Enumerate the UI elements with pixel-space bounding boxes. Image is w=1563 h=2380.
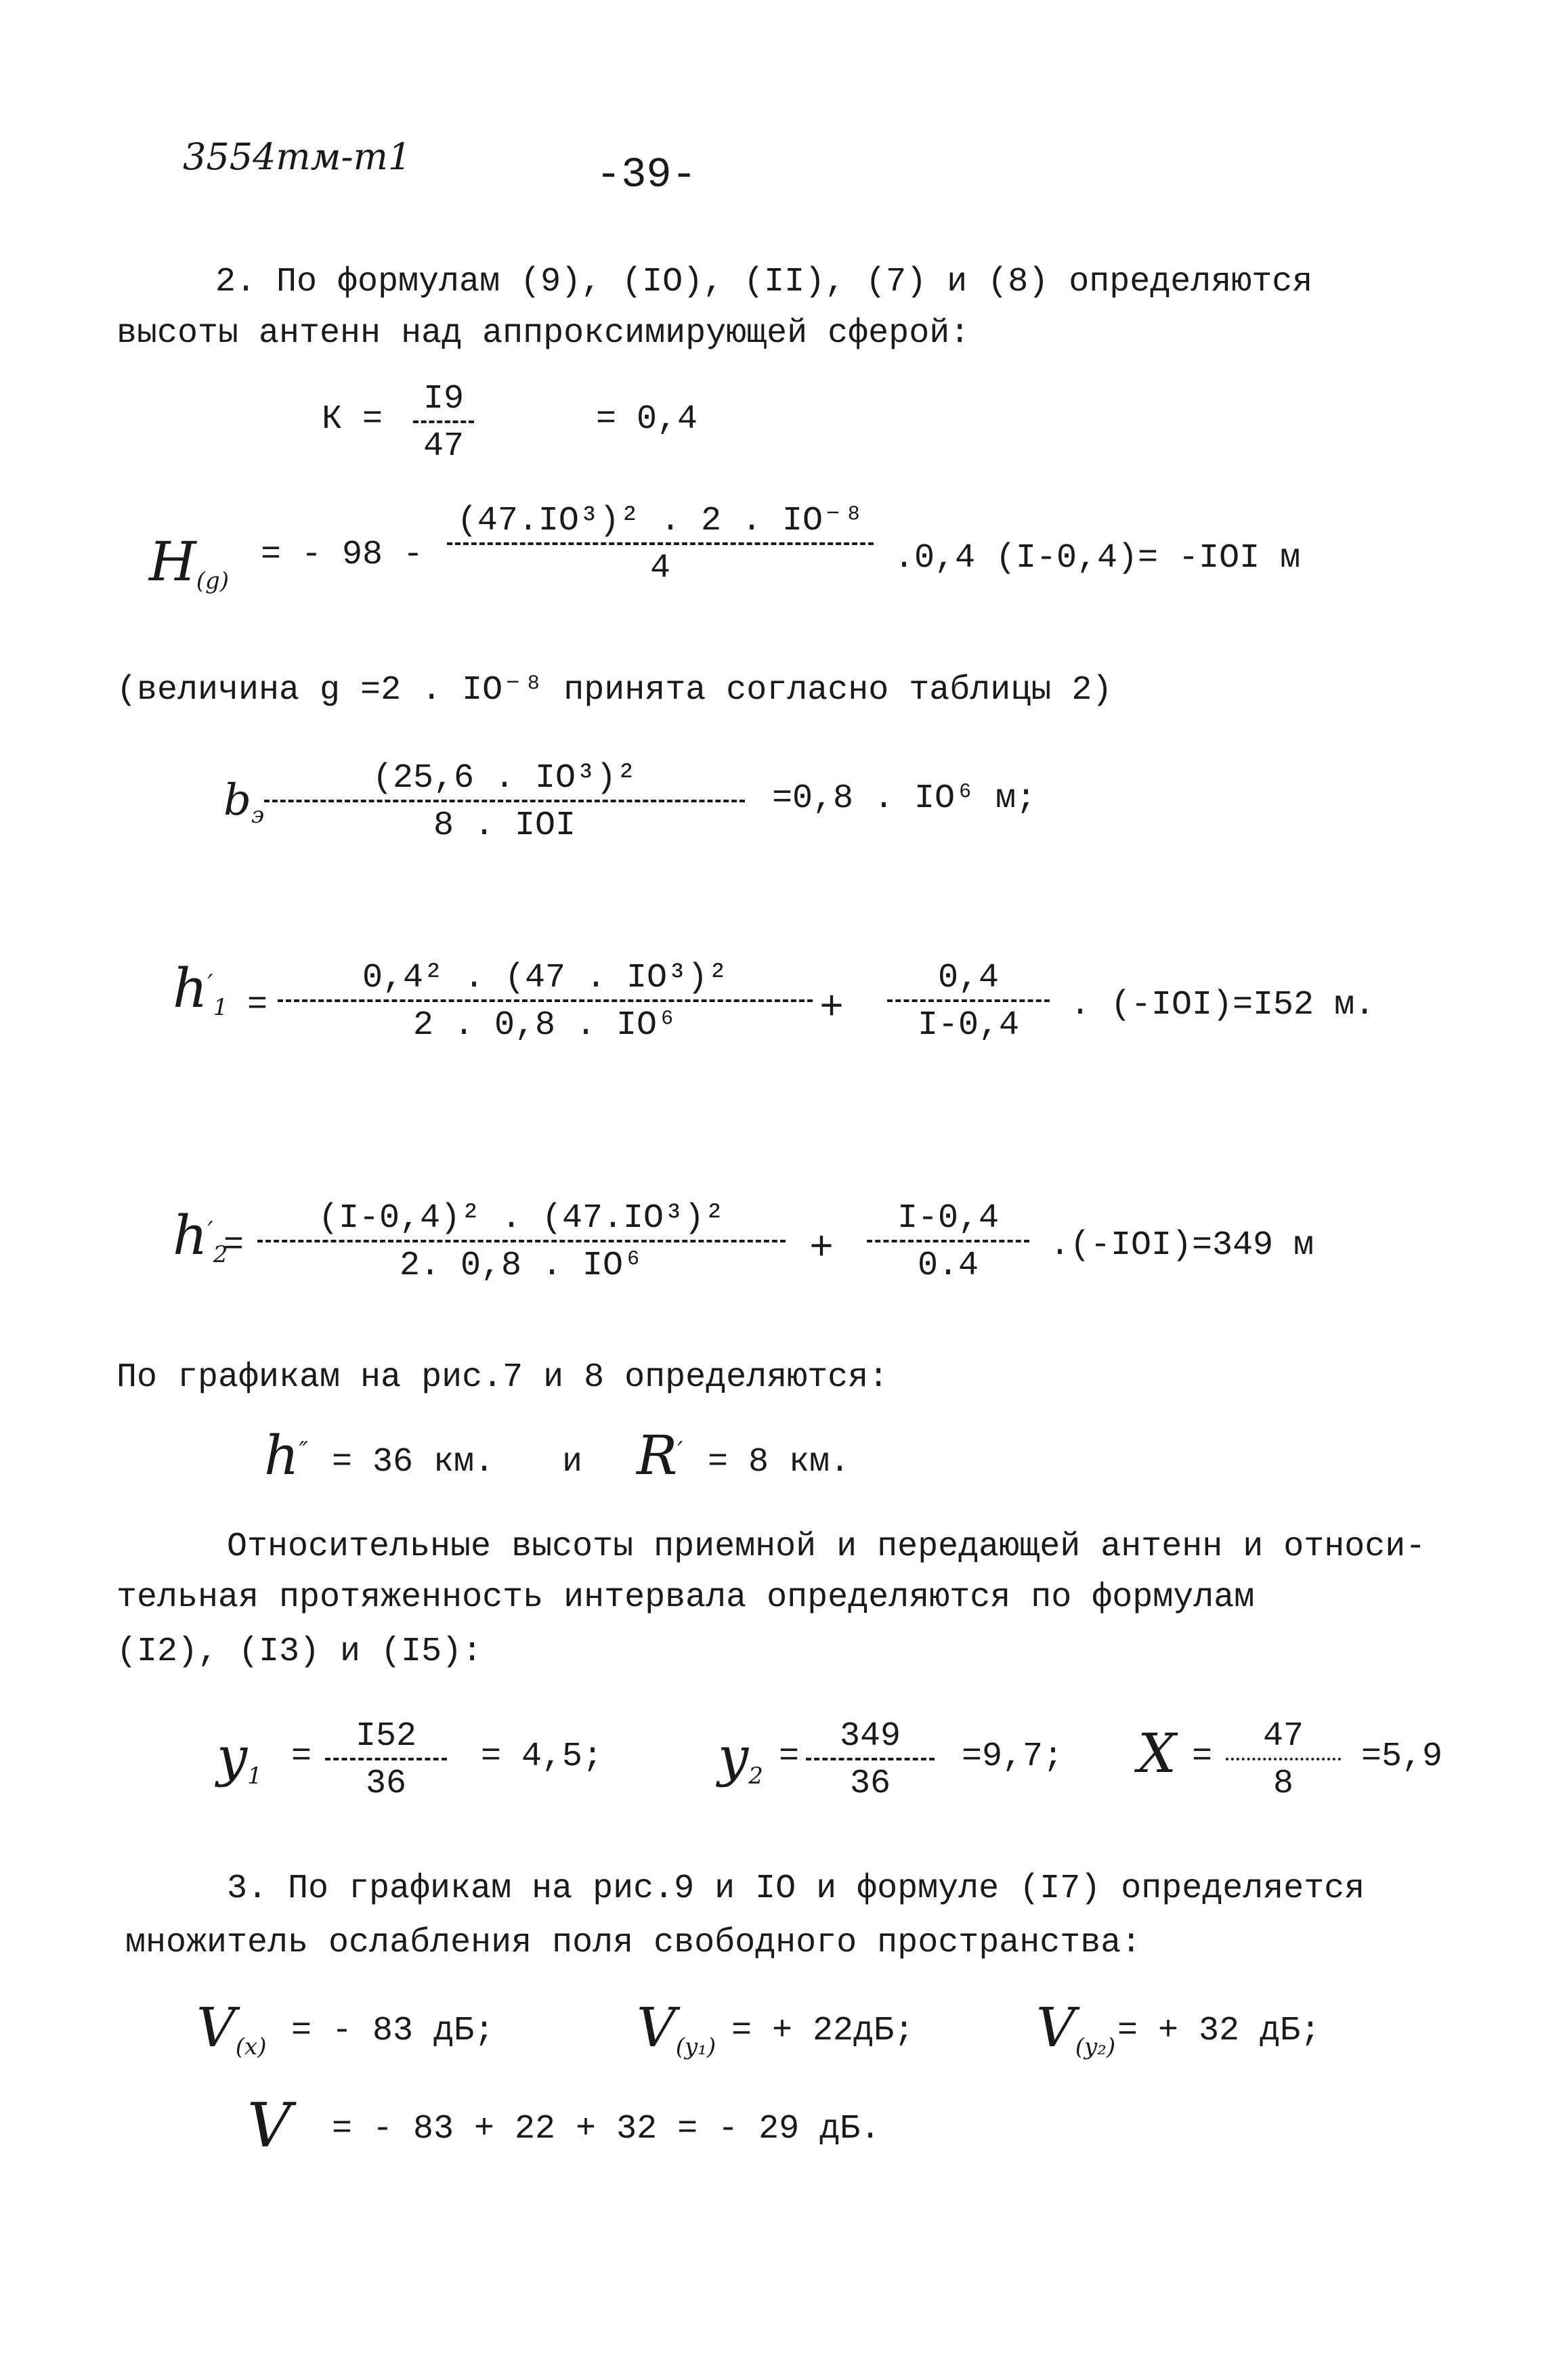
h2-fraction-1	[257, 1199, 786, 1285]
h2-denominator-2: 0.4	[917, 1247, 979, 1285]
r-prime-symbol: R′	[637, 1424, 683, 1487]
h2-rhs: .(-IOI)=349 м	[1050, 1226, 1314, 1265]
relative-paragraph-line-3: (I2), (I3) и (I5):	[116, 1632, 483, 1671]
y2-denominator: 36	[849, 1765, 891, 1803]
x-denominator: 8	[1272, 1765, 1293, 1803]
h2-numerator-1: (I-0,4)² . (47.IO³)²	[257, 1202, 786, 1242]
y1-fraction	[325, 1717, 447, 1803]
h1-fraction-2	[887, 961, 1050, 1043]
y1-numerator: I52	[325, 1720, 447, 1760]
v-total-rhs: = - 83 + 22 + 32 = - 29 дБ.	[332, 2110, 881, 2148]
y2-numerator: 349	[806, 1720, 935, 1760]
y2-rhs: =9,7;	[962, 1737, 1064, 1776]
y1-equals: =	[291, 1737, 312, 1776]
and-word: и	[562, 1443, 583, 1481]
v-y1-rhs: = + 22дБ;	[731, 2012, 915, 2050]
h-double-prime-symbol: h″	[264, 1424, 308, 1487]
relative-paragraph-line-2: тельная протяженность интервала определяются по формулам	[116, 1578, 1255, 1617]
h1-numerator-2: 0,4	[887, 961, 1050, 1002]
b-e-symbol: $b_э$	[223, 775, 265, 829]
h-g-rhs: .0,4 (I-0,4)= -IOI м	[894, 539, 1301, 578]
relative-paragraph-line-1: Относительные высоты приемной и передающей антенн и относи-	[227, 1528, 1426, 1566]
v-total-symbol: V	[247, 2090, 291, 2161]
h1-denominator-1: 2 . 0,8 . IO⁶	[412, 1006, 678, 1045]
section-3-paragraph-line-1: 3. По графикам на рис.9 и IO и формуле (I7) определяется	[227, 1869, 1365, 1908]
b-e-denominator: 8 . IOI	[433, 806, 576, 845]
k-fraction	[413, 380, 474, 466]
section-3-paragraph-line-2: множитель ослабления поля свободного пространства:	[125, 1924, 1142, 1962]
y1-symbol: $y_1$	[217, 1725, 262, 1790]
v-x-rhs: = - 83 дБ;	[291, 2012, 495, 2050]
b-e-fraction	[264, 759, 745, 845]
r-prime-value: = 8 км.	[708, 1443, 851, 1481]
h-g-equals: = - 98 -	[261, 536, 424, 574]
k-numerator: I9	[413, 383, 474, 423]
h2-prime-symbol: $h'_2$	[173, 1204, 228, 1268]
h1-prime-symbol: $h'_1$	[173, 957, 228, 1021]
y2-fraction	[806, 1717, 935, 1803]
h-double-prime-value: = 36 км.	[332, 1443, 495, 1481]
h2-numerator-2: I-0,4	[867, 1202, 1029, 1242]
h1-numerator-1: 0,4² . (47 . IO³)²	[278, 961, 813, 1002]
y2-equals: =	[779, 1737, 800, 1776]
note-g-value: (величина g =2 . IO⁻⁸ принята согласно таблицы 2)	[116, 671, 1113, 710]
b-e-numerator: (25,6 . IO³)²	[264, 762, 745, 802]
h2-denominator-1: 2. 0,8 . IO⁶	[399, 1247, 644, 1285]
x-rhs: =5,9	[1361, 1737, 1443, 1776]
h-g-fraction	[447, 504, 874, 586]
y1-rhs: = 4,5;	[481, 1737, 603, 1776]
x-symbol: X	[1138, 1722, 1176, 1785]
h-g-denominator: 4	[649, 549, 670, 588]
h2-equals: =	[223, 1226, 244, 1265]
h2-fraction-2	[867, 1199, 1029, 1285]
k-denominator: 47	[423, 427, 464, 466]
x-numerator: 47	[1226, 1720, 1341, 1760]
v-x-symbol: $V_{(x)}$	[196, 1996, 267, 2060]
y2-symbol: $y_2$	[718, 1725, 763, 1790]
x-equals: =	[1192, 1737, 1213, 1776]
section-2-paragraph-line-1: 2. По формулам (9), (IO), (II), (7) и (8) определяются	[215, 263, 1313, 301]
section-2-paragraph-line-2: высоты антенн над аппроксимирующей сферой:	[116, 314, 970, 353]
x-fraction	[1226, 1717, 1341, 1803]
document-code: 3554тм-т1	[183, 135, 412, 178]
v-y1-symbol: $V_{(y_1)}$	[637, 1996, 716, 2060]
b-e-rhs: =0,8 . IO⁶ м;	[772, 779, 1037, 818]
h2-plus: +	[809, 1226, 834, 1272]
h1-plus: +	[819, 986, 844, 1032]
y1-denominator: 36	[365, 1765, 406, 1803]
graphs-line: По графикам на рис.7 и 8 определяются:	[116, 1358, 889, 1397]
k-lhs: К =	[322, 400, 383, 439]
h1-fraction-1	[278, 961, 813, 1043]
h1-equals: =	[247, 986, 268, 1024]
h-g-numerator: (47.IO³)² . 2 . IO⁻⁸	[447, 504, 874, 545]
page-number: -39-	[596, 151, 697, 199]
h-g-symbol: $H_{(g)}$	[149, 530, 230, 594]
h1-denominator-2: I-0,4	[917, 1006, 1020, 1045]
v-y2-symbol: $V_{(y_2)}$	[1036, 1996, 1116, 2060]
h1-rhs: . (-IOI)=I52 м.	[1070, 986, 1375, 1024]
k-rhs: = 0,4	[596, 400, 698, 439]
v-y2-rhs: = + 32 дБ;	[1117, 2012, 1321, 2050]
